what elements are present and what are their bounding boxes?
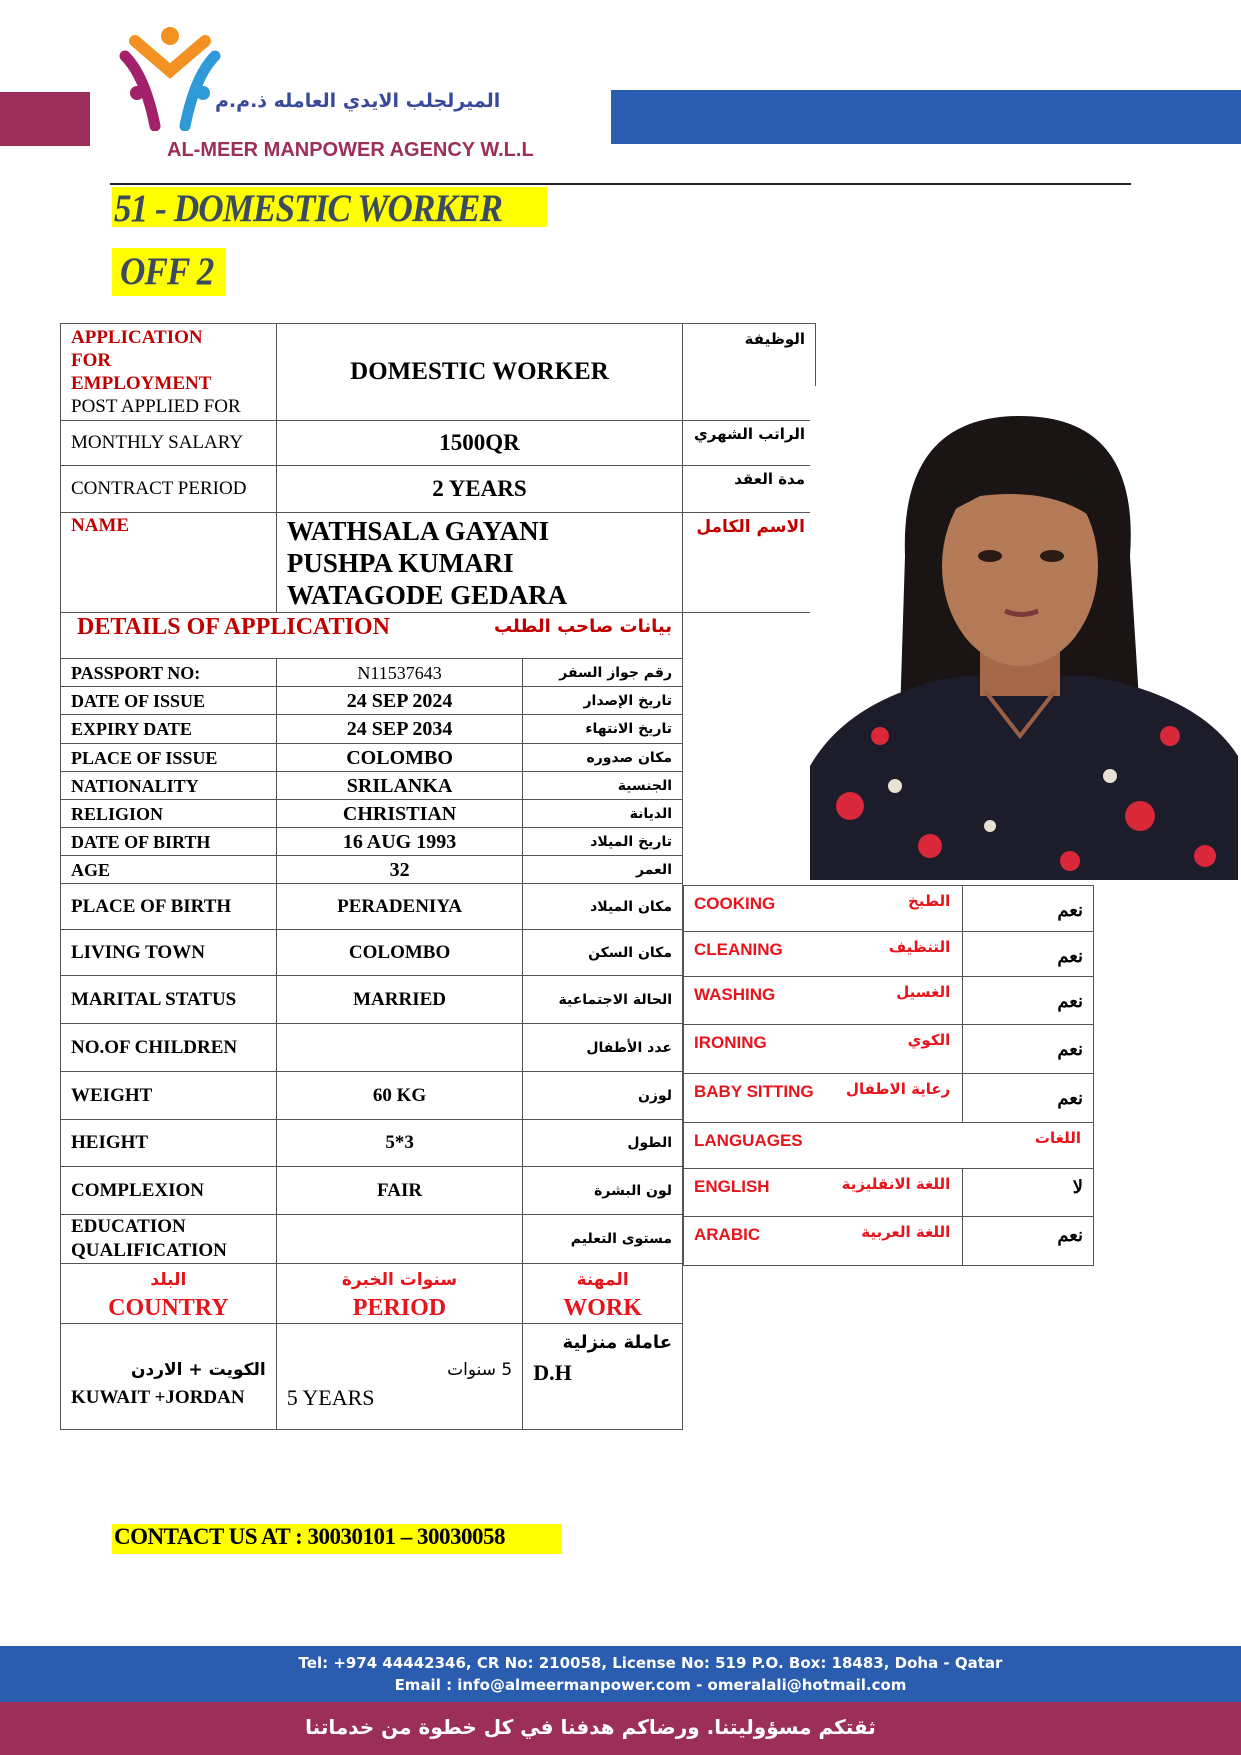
- salary-label: MONTHLY SALARY: [61, 421, 277, 466]
- detail-value: N11537643: [276, 659, 523, 687]
- table-row: [61, 772, 683, 800]
- table-row: [61, 800, 683, 828]
- logo-english-text: AL-MEER MANPOWER AGENCY W.L.L: [167, 139, 534, 161]
- detail-label: NATIONALITY: [61, 772, 277, 800]
- skill-row: [684, 932, 1094, 977]
- skill-label: IRONING: [694, 1033, 767, 1052]
- contact-text: CONTACT US AT : 30030101 – 30030058: [114, 1524, 506, 1549]
- skill-label-ar: الغسيل: [896, 983, 951, 1001]
- table-row: [61, 659, 683, 687]
- language-label-ar: اللغة العربية: [861, 1223, 951, 1241]
- footer-slogan: ثقتكم مسؤوليتنا. ورضاكم هدفنا في كل خطوة من خدماتنا: [305, 1715, 876, 1739]
- skill-row: [684, 1025, 1094, 1074]
- footer-slogan-bar: [0, 1702, 1241, 1755]
- detail-label-ar: لون البشرة: [523, 1167, 683, 1215]
- detail-label-ar: الديانة: [523, 800, 683, 828]
- application-table: [60, 323, 816, 613]
- company-logo: [115, 26, 565, 166]
- skill-value: نعم: [963, 932, 1094, 977]
- table-row: [61, 1215, 683, 1264]
- table-row: [61, 1167, 683, 1215]
- languages-label-ar: اللغات: [1034, 1129, 1081, 1147]
- detail-label: PLACE OF BIRTH: [61, 884, 277, 930]
- detail-label-ar: مكان الميلاد: [523, 884, 683, 930]
- language-row: [684, 1217, 1094, 1266]
- logo-figure-icon: [115, 26, 235, 131]
- table-row: [61, 1072, 683, 1120]
- detail-value: CHRISTIAN: [276, 800, 523, 828]
- detail-label: COMPLEXION: [61, 1167, 277, 1215]
- table-row: [61, 1120, 683, 1167]
- skill-label-ar: التنظيف: [888, 938, 951, 956]
- skill-row: [684, 886, 1094, 932]
- experience-header-row: [61, 1264, 683, 1324]
- detail-label: RELIGION: [61, 800, 277, 828]
- period-header-ar: سنوات الخبرة: [341, 1269, 458, 1290]
- detail-label-ar: لوزن: [523, 1072, 683, 1120]
- language-label-ar: اللغة الانقليزية: [841, 1175, 951, 1193]
- detail-label-ar: تاريخ الانتهاء: [523, 715, 683, 744]
- table-row: [61, 828, 683, 856]
- detail-label: DATE OF ISSUE: [61, 687, 277, 715]
- table-row: [61, 421, 816, 466]
- page-subtitle: OFF 2: [120, 250, 214, 293]
- detail-label: MARITAL STATUS: [61, 976, 277, 1024]
- detail-label: HEIGHT: [61, 1120, 277, 1167]
- detail-label-ar: تاريخ الميلاد: [523, 828, 683, 856]
- table-row: [61, 744, 683, 772]
- name-line: WATAGODE GEDARA: [286, 580, 568, 610]
- applicant-photo: [810, 386, 1238, 880]
- skill-row: [684, 977, 1094, 1025]
- subtitle-highlight: [112, 248, 226, 296]
- table-row: [61, 513, 816, 613]
- skill-value: نعم: [963, 977, 1094, 1025]
- detail-value: SRILANKA: [276, 772, 523, 800]
- skill-label-ar: الطبخ: [908, 892, 951, 910]
- detail-label: LIVING TOWN: [61, 930, 277, 976]
- detail-value: 24 SEP 2034: [276, 715, 523, 744]
- work-header: WORK: [563, 1294, 642, 1321]
- languages-label: LANGUAGES: [694, 1131, 803, 1150]
- detail-label-ar: مكان السكن: [523, 930, 683, 976]
- detail-value: 5*3: [276, 1120, 523, 1167]
- detail-label-ar: الحالة الاجتماعية: [523, 976, 683, 1024]
- details-heading-ar: بيانات صاحب الطلب: [493, 616, 672, 637]
- title-highlight: [112, 187, 547, 230]
- table-row: [61, 976, 683, 1024]
- name-label-ar: الاسم الكامل: [683, 513, 816, 613]
- detail-value: COLOMBO: [276, 744, 523, 772]
- post-value: DOMESTIC WORKER: [276, 324, 682, 421]
- details-heading: DETAILS OF APPLICATION: [77, 614, 390, 640]
- salary-label-ar: الراتب الشهري: [683, 421, 816, 466]
- header-blue-bar: [611, 90, 1241, 144]
- detail-value: 24 SEP 2024: [276, 687, 523, 715]
- footer-info-bar: [0, 1646, 1241, 1702]
- language-value: لا: [963, 1169, 1094, 1217]
- name-line: PUSHPA KUMARI: [286, 548, 514, 578]
- table-row: [61, 856, 683, 884]
- page-title: 51 - DOMESTIC WORKER: [114, 187, 503, 230]
- table-row: [61, 687, 683, 715]
- language-label: ENGLISH: [694, 1177, 770, 1196]
- detail-value: [276, 1024, 523, 1072]
- detail-label-ar: رقم جواز السفر: [523, 659, 683, 687]
- detail-value: 16 AUG 1993: [276, 828, 523, 856]
- salary-value: 1500QR: [276, 421, 682, 466]
- detail-label-ar: الطول: [523, 1120, 683, 1167]
- table-row: [61, 1024, 683, 1072]
- period-value-ar: 5 سنوات: [447, 1359, 513, 1380]
- detail-label-ar: تاريخ الإصدار: [523, 687, 683, 715]
- work-value: D.H: [533, 1360, 572, 1385]
- language-label: ARABIC: [694, 1225, 761, 1244]
- country-header-ar: البلد: [150, 1269, 187, 1290]
- skill-label: WASHING: [694, 985, 776, 1004]
- detail-label: WEIGHT: [61, 1072, 277, 1120]
- country-value-ar: الكويت + الاردن: [130, 1359, 266, 1380]
- period-header: PERIOD: [352, 1294, 447, 1321]
- detail-value: COLOMBO: [276, 930, 523, 976]
- application-label: APPLICATION FOR EMPLOYMENT: [71, 327, 212, 394]
- footer-line-1: Tel: +974 44442346, CR No: 210058, License No: 519 P.O. Box: 18483, Doha - Qatar: [298, 1654, 1003, 1672]
- detail-label-ar: مكان صدوره: [523, 744, 683, 772]
- contract-label-ar: مدة العقد: [683, 466, 816, 513]
- country-value: KUWAIT +JORDAN: [71, 1386, 245, 1408]
- experience-table: [60, 1263, 683, 1430]
- detail-value: 32: [276, 856, 523, 884]
- detail-label: PLACE OF ISSUE: [61, 744, 277, 772]
- table-row: [61, 715, 683, 744]
- language-value: نعم: [963, 1217, 1094, 1266]
- detail-value: FAIR: [276, 1167, 523, 1215]
- details-heading-box: [60, 612, 683, 659]
- detail-label: PASSPORT NO:: [61, 659, 277, 687]
- detail-label-ar: العمر: [523, 856, 683, 884]
- detail-label: NO.OF CHILDREN: [61, 1024, 277, 1072]
- header-magenta-bar: [0, 92, 90, 146]
- detail-value: MARRIED: [276, 976, 523, 1024]
- contact-highlight: [112, 1524, 562, 1554]
- table-row: [61, 324, 816, 421]
- detail-value: 60 KG: [276, 1072, 523, 1120]
- detail-label-ar: الجنسية: [523, 772, 683, 800]
- detail-value: [276, 1215, 523, 1264]
- post-label: POST APPLIED FOR: [71, 396, 241, 417]
- header-divider: [110, 183, 1131, 185]
- detail-label: EDUCATION QUALIFICATION: [61, 1215, 277, 1264]
- language-row: [684, 1169, 1094, 1217]
- skill-label: COOKING: [694, 894, 776, 913]
- skill-value: نعم: [963, 886, 1094, 932]
- contract-label: CONTRACT PERIOD: [61, 466, 277, 513]
- logo-arabic-text: الميرلجلب الايدي العامله ذ.م.م: [215, 90, 501, 112]
- detail-label-ar: مستوى التعليم: [523, 1215, 683, 1264]
- skill-label-ar: رعاية الاطفال: [845, 1080, 951, 1098]
- skill-label: CLEANING: [694, 940, 783, 959]
- detail-label: AGE: [61, 856, 277, 884]
- table-row: [61, 884, 683, 930]
- detail-value: PERADENIYA: [276, 884, 523, 930]
- name-line: WATHSALA GAYANI: [286, 516, 550, 546]
- skill-label-ar: الكوي: [907, 1031, 951, 1049]
- work-header-ar: المهنة: [576, 1269, 629, 1290]
- name-label: NAME: [61, 513, 277, 613]
- contract-value: 2 YEARS: [276, 466, 682, 513]
- work-value-ar: عاملة منزلية: [562, 1332, 672, 1353]
- post-label-ar: الوظيفة: [683, 324, 816, 421]
- languages-header-row: [684, 1123, 1094, 1169]
- details-table: [60, 658, 683, 1264]
- footer-line-2: Email : info@almeermanpower.com - omeralali@hotmail.com: [394, 1676, 907, 1694]
- skill-label: BABY SITTING: [694, 1082, 814, 1101]
- skills-table: [683, 885, 1094, 1266]
- skill-row: [684, 1074, 1094, 1123]
- skill-value: نعم: [963, 1025, 1094, 1074]
- detail-label: DATE OF BIRTH: [61, 828, 277, 856]
- detail-label: EXPIRY DATE: [61, 715, 277, 744]
- detail-label-ar: عدد الأطفال: [523, 1024, 683, 1072]
- table-row: [61, 930, 683, 976]
- period-value: 5 YEARS: [286, 1384, 375, 1410]
- country-header: COUNTRY: [108, 1294, 229, 1321]
- skill-value: نعم: [963, 1074, 1094, 1123]
- table-row: [61, 466, 816, 513]
- experience-row: [61, 1324, 683, 1430]
